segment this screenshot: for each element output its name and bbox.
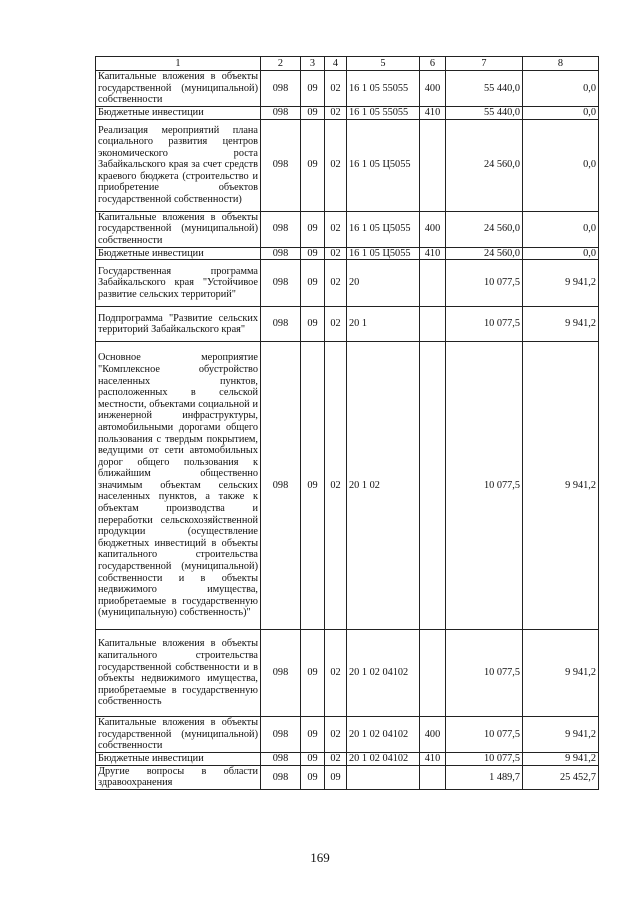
row-name: Капитальные вложения в объекты государственной (муниципальной) собственности — [96, 717, 261, 753]
cell-ministry: 098 — [261, 630, 301, 717]
cell-amount-2: 25 452,7 — [523, 765, 599, 789]
cell-section: 09 — [301, 107, 325, 120]
cell-target-article: 16 1 05 Ц5055 — [347, 247, 420, 260]
cell-amount-2: 9 941,2 — [523, 260, 599, 307]
cell-subsection: 02 — [325, 247, 347, 260]
cell-amount-1: 10 077,5 — [446, 342, 523, 630]
cell-target-article: 20 1 02 — [347, 342, 420, 630]
header-cell: 2 — [261, 57, 301, 71]
table-row — [96, 260, 599, 307]
cell-amount-1: 10 077,5 — [446, 630, 523, 717]
cell-ministry: 098 — [261, 247, 301, 260]
cell-subsection: 02 — [325, 342, 347, 630]
table-row — [96, 765, 599, 789]
cell-ministry: 098 — [261, 211, 301, 247]
cell-section: 09 — [301, 753, 325, 766]
row-name: Бюджетные инвестиции — [96, 247, 261, 260]
cell-subsection: 02 — [325, 630, 347, 717]
cell-target-article — [347, 765, 420, 789]
cell-subsection: 02 — [325, 71, 347, 107]
row-name: Капитальные вложения в объекты государственной (муниципальной) собственности — [96, 71, 261, 107]
cell-expense-type: 400 — [420, 71, 446, 107]
cell-amount-1: 10 077,5 — [446, 753, 523, 766]
cell-subsection: 02 — [325, 119, 347, 211]
cell-expense-type: 410 — [420, 247, 446, 260]
cell-expense-type — [420, 765, 446, 789]
cell-subsection: 02 — [325, 753, 347, 766]
cell-amount-2: 0,0 — [523, 71, 599, 107]
cell-section: 09 — [301, 71, 325, 107]
cell-section: 09 — [301, 630, 325, 717]
table-row — [96, 211, 599, 247]
cell-amount-1: 55 440,0 — [446, 71, 523, 107]
cell-ministry: 098 — [261, 260, 301, 307]
cell-ministry: 098 — [261, 753, 301, 766]
cell-amount-2: 9 941,2 — [523, 717, 599, 753]
cell-expense-type: 410 — [420, 753, 446, 766]
cell-section: 09 — [301, 260, 325, 307]
cell-subsection: 02 — [325, 107, 347, 120]
table-row — [96, 753, 599, 766]
cell-amount-1: 10 077,5 — [446, 307, 523, 342]
cell-target-article: 20 — [347, 260, 420, 307]
cell-section: 09 — [301, 717, 325, 753]
cell-ministry: 098 — [261, 717, 301, 753]
cell-expense-type — [420, 342, 446, 630]
cell-subsection: 02 — [325, 211, 347, 247]
cell-section: 09 — [301, 307, 325, 342]
table-row — [96, 71, 599, 107]
row-name: Основное мероприятие "Комплексное обустройство населенных пунктов, расположенных в сельской местности, объектами социальной и инженерной инфраструктуры, автомобильными дорогами общего пользования с твердым покрытием, ведущими от сети автомобильных дорог общего пользования к ближайшим общественно значимым объектам сельских населенных пунктов, а также к объектам производства и переработки сельскохозяйственной продукции (осуществление бюджетных инвестиций в объекты капитального строительства государственной (муниципальной) собственности и в объекты недвижимого имущества, приобретаемые в государственную (муниципальную) собственность)" — [96, 342, 261, 630]
row-name: Капитальные вложения в объекты капитального строительства государственной собственности и в объекты недвижимого имущества, приобретаемые в государственную собственность — [96, 630, 261, 717]
table-row — [96, 342, 599, 630]
cell-section: 09 — [301, 119, 325, 211]
table-row — [96, 247, 599, 260]
row-name: Капитальные вложения в объекты государственной (муниципальной) собственности — [96, 211, 261, 247]
cell-amount-1: 10 077,5 — [446, 260, 523, 307]
cell-amount-2: 9 941,2 — [523, 342, 599, 630]
row-name: Бюджетные инвестиции — [96, 107, 261, 120]
cell-amount-2: 9 941,2 — [523, 630, 599, 717]
table-row — [96, 630, 599, 717]
cell-subsection: 02 — [325, 307, 347, 342]
cell-ministry: 098 — [261, 307, 301, 342]
row-name: Государственная программа Забайкальского края "Устойчивое развитие сельских территорий" — [96, 260, 261, 307]
cell-amount-1: 10 077,5 — [446, 717, 523, 753]
row-name: Подпрограмма "Развитие сельских территорий Забайкальского края" — [96, 307, 261, 342]
cell-target-article: 20 1 02 04102 — [347, 630, 420, 717]
cell-amount-2: 0,0 — [523, 119, 599, 211]
header-cell: 1 — [96, 57, 261, 71]
row-name: Реализация мероприятий плана социального развития центров экономического роста Забайкальского края за счет средств краевого бюджета (строительство и приобретение объектов государственной собственности) — [96, 119, 261, 211]
cell-ministry: 098 — [261, 119, 301, 211]
cell-subsection: 02 — [325, 260, 347, 307]
cell-amount-2: 9 941,2 — [523, 307, 599, 342]
cell-expense-type: 400 — [420, 717, 446, 753]
table-row — [96, 307, 599, 342]
cell-target-article: 16 1 05 55055 — [347, 107, 420, 120]
cell-amount-1: 24 560,0 — [446, 119, 523, 211]
cell-target-article: 16 1 05 Ц5055 — [347, 211, 420, 247]
cell-expense-type — [420, 260, 446, 307]
header-cell: 4 — [325, 57, 347, 71]
cell-expense-type — [420, 307, 446, 342]
cell-section: 09 — [301, 342, 325, 630]
header-cell: 5 — [347, 57, 420, 71]
cell-target-article: 20 1 — [347, 307, 420, 342]
budget-table — [95, 56, 599, 790]
page-number: 169 — [310, 850, 330, 865]
cell-amount-2: 9 941,2 — [523, 753, 599, 766]
header-cell: 6 — [420, 57, 446, 71]
cell-amount-1: 1 489,7 — [446, 765, 523, 789]
cell-ministry: 098 — [261, 765, 301, 789]
table-row — [96, 717, 599, 753]
cell-expense-type — [420, 630, 446, 717]
cell-amount-2: 0,0 — [523, 211, 599, 247]
cell-section: 09 — [301, 211, 325, 247]
cell-ministry: 098 — [261, 107, 301, 120]
cell-ministry: 098 — [261, 71, 301, 107]
cell-target-article: 16 1 05 Ц5055 — [347, 119, 420, 211]
table-row — [96, 107, 599, 120]
cell-amount-2: 0,0 — [523, 107, 599, 120]
header-cell: 3 — [301, 57, 325, 71]
cell-expense-type: 410 — [420, 107, 446, 120]
cell-subsection: 09 — [325, 765, 347, 789]
row-name: Другие вопросы в области здравоохранения — [96, 765, 261, 789]
header-cell: 8 — [523, 57, 599, 71]
cell-expense-type: 400 — [420, 211, 446, 247]
cell-ministry: 098 — [261, 342, 301, 630]
header-cell: 7 — [446, 57, 523, 71]
cell-amount-2: 0,0 — [523, 247, 599, 260]
row-name: Бюджетные инвестиции — [96, 753, 261, 766]
cell-amount-1: 24 560,0 — [446, 211, 523, 247]
header-row — [96, 57, 599, 71]
cell-amount-1: 55 440,0 — [446, 107, 523, 120]
cell-section: 09 — [301, 247, 325, 260]
cell-amount-1: 24 560,0 — [446, 247, 523, 260]
cell-target-article: 20 1 02 04102 — [347, 753, 420, 766]
cell-target-article: 20 1 02 04102 — [347, 717, 420, 753]
cell-subsection: 02 — [325, 717, 347, 753]
table-row — [96, 119, 599, 211]
cell-section: 09 — [301, 765, 325, 789]
cell-target-article: 16 1 05 55055 — [347, 71, 420, 107]
cell-expense-type — [420, 119, 446, 211]
